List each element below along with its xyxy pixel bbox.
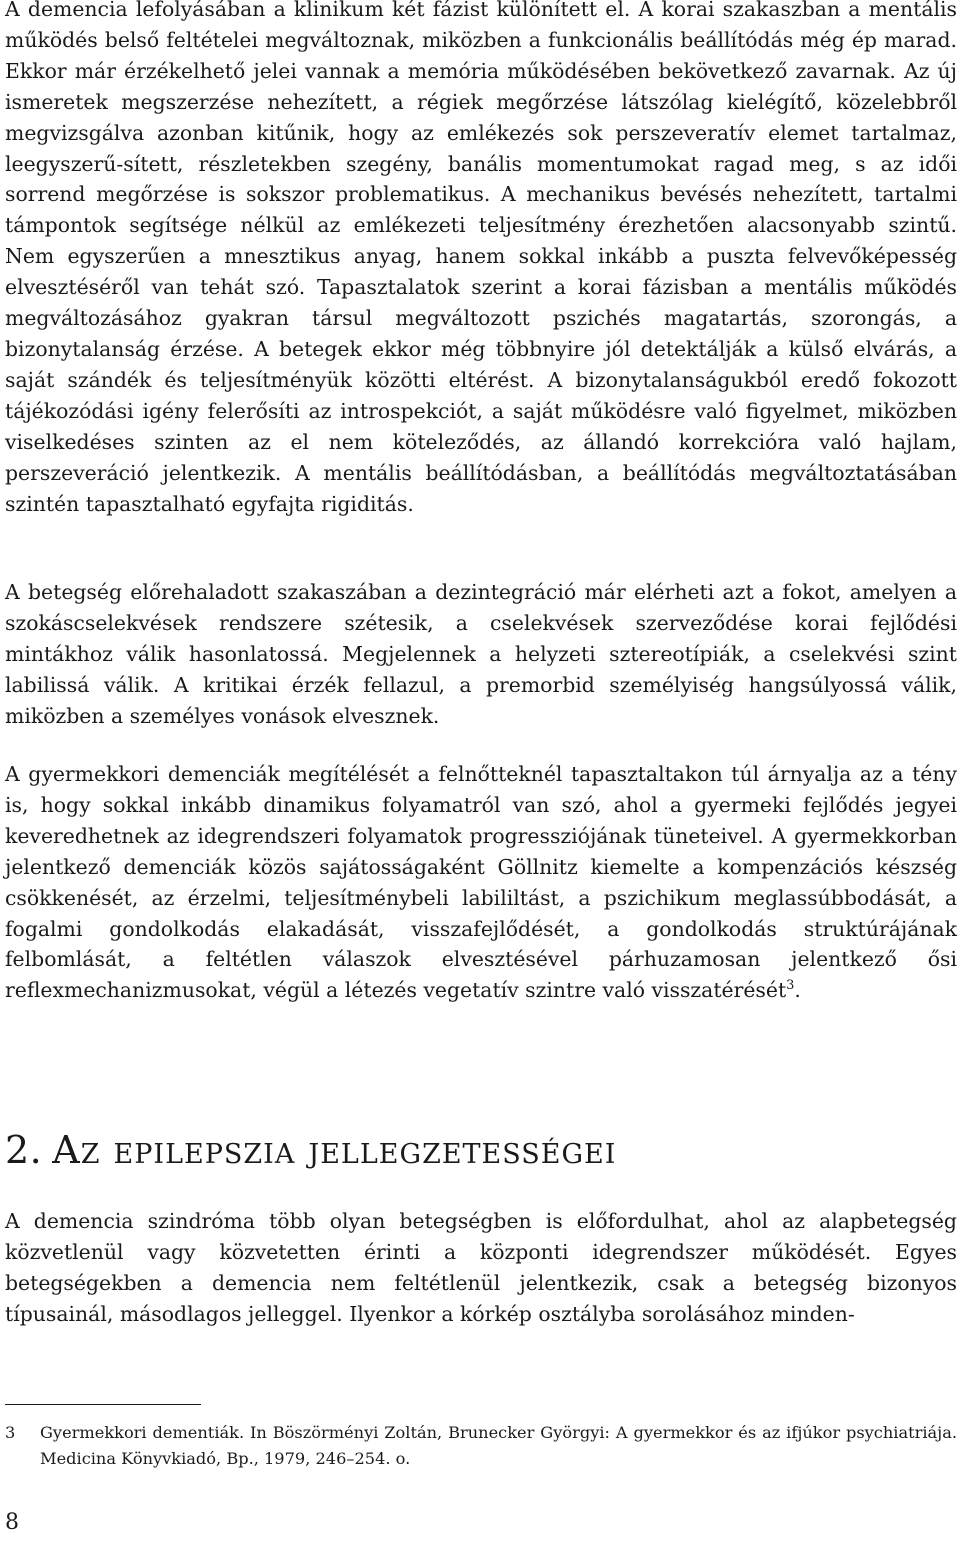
page-number: 8 <box>5 1510 19 1535</box>
section-title: Az epilepszia jellegzetességei <box>52 1128 617 1172</box>
paragraph-1: A demencia lefolyásában a klinikum két fázist különített el. A korai szakaszban a mentális működés belső feltételei megváltoznak, miközben a funkcionális beállítódás még ép marad. Ekkor már érzékelhető jelei vannak a memória működésében bekövetkező zavarnak. Az új ismeretek megszerzése nehezített, a régiek megőrzése látszólag kielégítő, közelebbről megvizsgálva azonban kitűnik, hogy az emlékezés sok perszeveratív elemet tartalmaz, leegyszerű-sített, részletekben szegény, banális momentumokat ragad meg, s az idői sorrend megőrzése is sokszor problematikus. A mechanikus bevésés nehezített, tartalmi támpontok segítsége nélkül az emlékezeti teljesítmény érezhetően alacsonyabb szintű. Nem egyszerűen a mnesztikus anyag, hanem sokkal inkább a puszta felvevőképesség elvesztéséről van tehát szó. Tapasztalatok szerint a korai fázisban a mentális működés megváltozásához gyakran társul megváltozott pszichés magatartás, szorongás, a bizonytalanság érzése. A betegek ekkor még többnyire jól detektálják a külső elvárás, a saját szándék és teljesítményük közötti eltérést. A bizonytalanságukból eredő fokozott tájékozódási igény felerősíti az introspekciót, a saját működésre való figyelmet, miközben viselkedéses szinten az el nem köteleződés, az állandó korrekcióra való hajlam, perszeveráció jelentkezik. A mentális beállítódásban, a beállítódás megváltoztatásában szintén tapasztalható egyfajta rigiditás. <box>5 0 957 516</box>
paragraph-3-end: . <box>794 978 801 1003</box>
paragraph-3-text: A gyermekkori demenciák megítélését a felnőtteknél tapasztaltakon túl árnyalja az a tény is, hogy sokkal inkább dinamikus folyamatról van szó, ahol a gyermeki fejlődés jegyei keveredhetnek az idegrendszeri folyamatok progressziójának tüneteivel. A gyermekkorban jelentkező demenciák közös sajátosságaként Göllnitz kiemelte a kompenzációs készség csökkenését, az érzelmi, teljesítménybeli labililtást, a pszichikum meglassúbbodását, a fogalmi gondolkodás elakadását, visszafejlődését, a gondolkodás struktúrájának felbomlását, a feltétlen válaszok elvesztésével párhuzamosan jelentkező ősi reflexmechanizmusokat, végül a létezés vegetatív szintre való visszatérését <box>5 762 957 1003</box>
paragraph-4: A demencia szindróma több olyan betegségben is előfordulhat, ahol az alapbetegség közvetlenül vagy közvetetten érinti a központi idegrendszer működését. Egyes betegségekben a demencia nem feltétlenül jelentkezik, csak a betegség bizonyos típusainál, másodlagos jelleggel. Ilyenkor a kórkép osztályba sorolásához minden- <box>5 1209 957 1326</box>
paragraph-3 <box>5 759 957 1006</box>
footnote-text: Gyermekkori dementiák. In Böszörményi Zoltán, Brunecker Györgyi: A gyermekkor és az ifjúkor psychiatriája. Medicina Könyvkiadó, Bp., 1979, 246–254. o. <box>40 1423 957 1468</box>
footnote-reference[interactable]: 3 <box>786 978 795 994</box>
paragraph-2: A betegség előrehaladott szakaszában a dezintegráció már elérheti azt a fokot, amelyen a szokáscselekvések rendszere szétesik, a cselekvések szerveződése korai fejlődési mintákhoz válik hasonlatossá. Megjelennek a helyzeti sztereotípiák, a cselekvési szint labilissá válik. A kritikai érzék fellazul, a premorbid személyiség hangsúlyossá válik, miközben a személyes vonások elvesznek. <box>5 580 957 728</box>
footnote-number: 3 <box>5 1423 16 1442</box>
section-number: 2. <box>5 1128 43 1172</box>
footnote-divider <box>5 1404 201 1405</box>
footnote <box>5 1420 957 1472</box>
section-heading <box>5 1125 616 1175</box>
